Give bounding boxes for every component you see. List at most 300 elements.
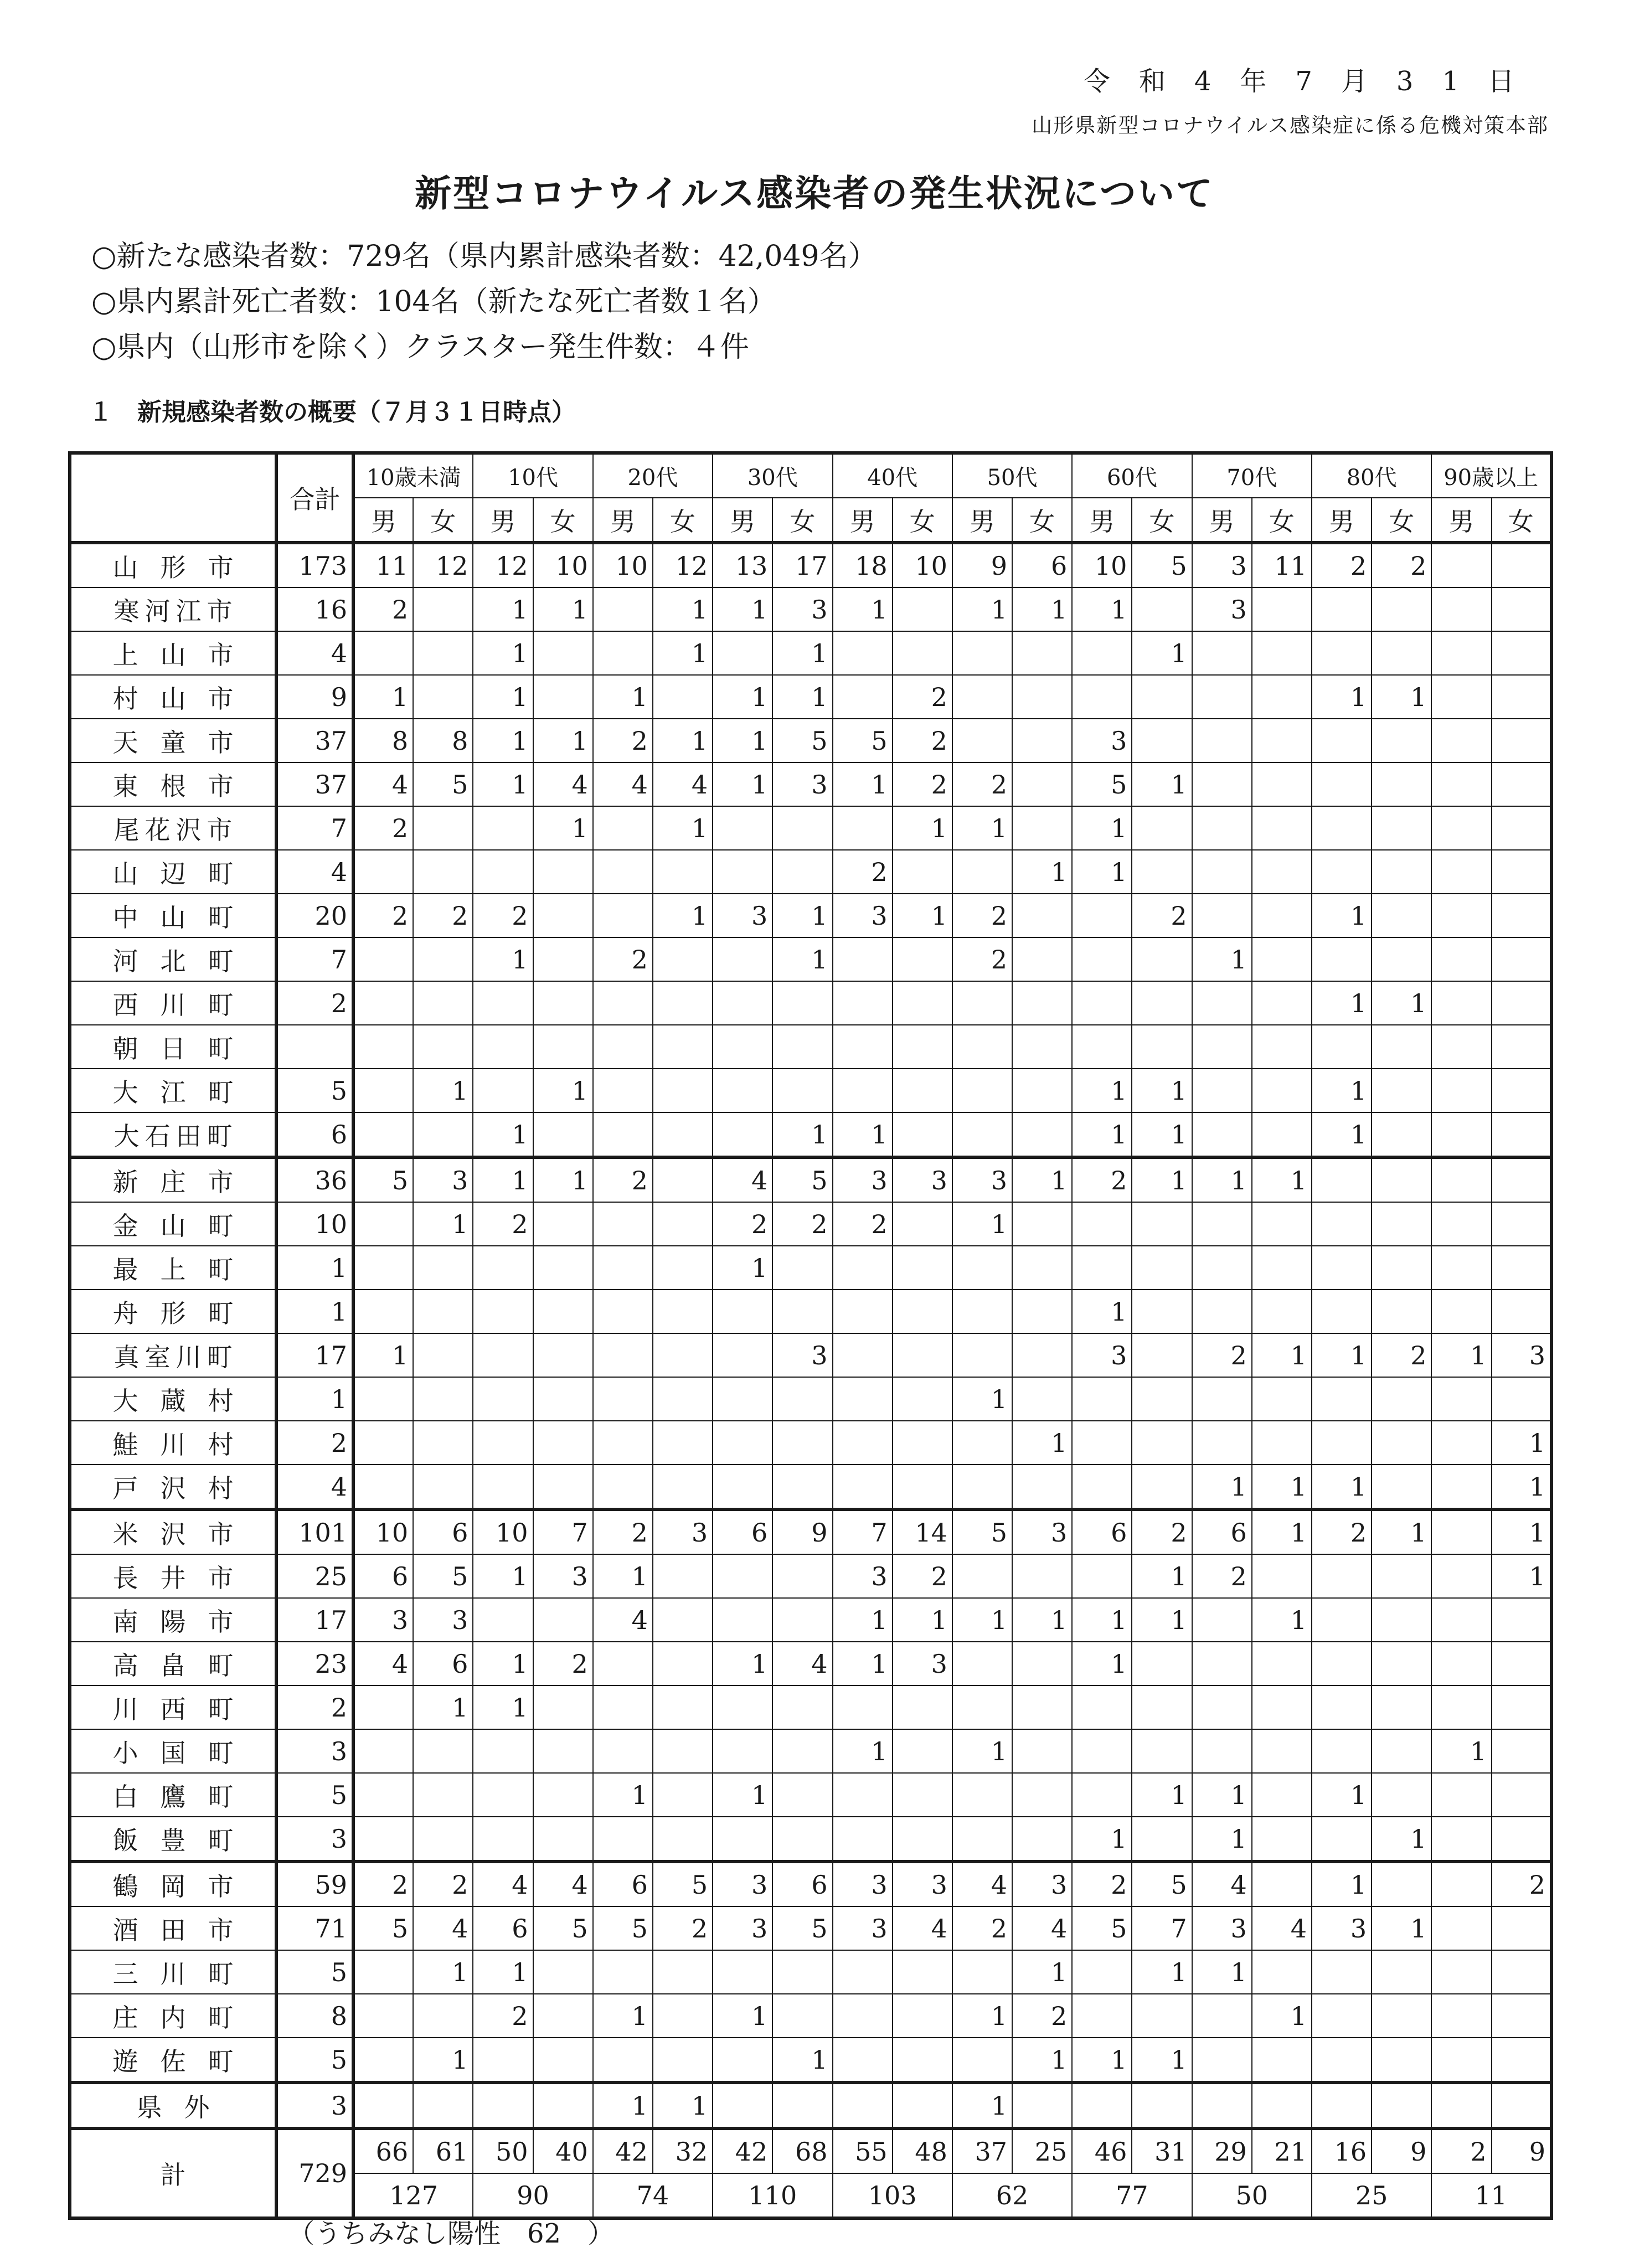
case-count-cell (653, 1554, 713, 1598)
case-count-cell (1192, 1112, 1252, 1157)
case-count-cell (1431, 1377, 1491, 1421)
case-count-cell (533, 1773, 593, 1817)
case-count-cell: 5 (772, 1906, 832, 1950)
case-count-cell (1431, 1685, 1491, 1729)
case-count-cell: 1 (1492, 1554, 1551, 1598)
case-count-cell (1312, 1817, 1372, 1862)
case-count-cell (1431, 937, 1491, 981)
case-count-cell (1252, 1685, 1312, 1729)
case-count-cell (833, 2083, 893, 2128)
row-total: 173 (276, 543, 353, 587)
case-count-cell (1012, 762, 1072, 806)
case-count-cell (713, 981, 772, 1025)
case-count-cell (1192, 1421, 1252, 1465)
case-count-cell (1192, 1377, 1252, 1421)
case-count-cell: 1 (1431, 1333, 1491, 1377)
case-count-cell (1252, 1246, 1312, 1290)
case-count-cell (473, 1729, 533, 1773)
case-count-cell: 3 (1192, 587, 1252, 631)
case-count-cell (413, 1773, 473, 1817)
case-count-cell (1492, 1906, 1551, 1950)
case-count-cell: 3 (893, 1862, 952, 1906)
age-group-header: 90歳以上 (1431, 453, 1551, 498)
total-by-sex-cell: 9 (1372, 2128, 1431, 2173)
case-count-cell (1132, 981, 1192, 1025)
case-count-cell: 1 (772, 1112, 832, 1157)
case-count-cell (1252, 1729, 1312, 1773)
grand-total: 729 (276, 2128, 353, 2218)
case-count-cell (533, 1817, 593, 1862)
age-group-header: 60代 (1072, 453, 1192, 498)
case-count-cell: 3 (1012, 1509, 1072, 1554)
case-count-cell: 6 (772, 1862, 832, 1906)
case-count-cell: 1 (772, 631, 832, 675)
case-count-cell: 3 (833, 1554, 893, 1598)
case-count-cell: 1 (413, 1950, 473, 1994)
case-count-cell: 1 (1252, 1509, 1312, 1554)
case-count-cell (1072, 981, 1132, 1025)
male-header: 男 (1431, 498, 1491, 543)
case-count-cell (833, 631, 893, 675)
case-count-cell (1372, 1112, 1431, 1157)
case-count-cell (353, 2038, 413, 2083)
case-count-cell (1252, 1642, 1312, 1685)
case-count-cell (1431, 587, 1491, 631)
case-count-cell: 1 (713, 587, 772, 631)
case-count-cell (893, 1377, 952, 1421)
case-count-cell (713, 1377, 772, 1421)
case-count-cell (653, 1729, 713, 1773)
case-count-cell (1312, 1421, 1372, 1465)
case-count-cell (653, 850, 713, 894)
case-count-cell (473, 1465, 533, 1509)
case-count-cell: 7 (833, 1509, 893, 1554)
case-count-cell (952, 1685, 1012, 1729)
case-count-cell (1312, 631, 1372, 675)
male-header: 男 (713, 498, 772, 543)
case-count-cell: 6 (353, 1554, 413, 1598)
municipality-name: 戸沢村 (70, 1465, 276, 1509)
case-count-cell (653, 1333, 713, 1377)
case-count-cell: 1 (952, 587, 1012, 631)
case-count-cell (473, 981, 533, 1025)
case-count-cell (1431, 1025, 1491, 1069)
case-count-cell: 1 (1132, 631, 1192, 675)
case-count-cell (1372, 1685, 1431, 1729)
municipality-name: 白鷹町 (70, 1773, 276, 1817)
case-count-cell: 1 (1312, 1773, 1372, 1817)
case-count-cell (772, 850, 832, 894)
case-count-cell: 5 (1072, 762, 1132, 806)
case-count-cell (653, 981, 713, 1025)
case-count-cell (1312, 1950, 1372, 1994)
case-count-cell (353, 937, 413, 981)
case-count-cell: 2 (772, 1202, 832, 1246)
case-count-cell: 1 (1012, 2038, 1072, 2083)
table-row (70, 1773, 1551, 1817)
case-count-cell: 1 (593, 1554, 653, 1598)
case-count-cell (952, 719, 1012, 762)
municipality-name: 舟形町 (70, 1290, 276, 1333)
case-count-cell (653, 1465, 713, 1509)
case-count-cell: 14 (893, 1509, 952, 1554)
total-by-age-cell: 90 (473, 2173, 592, 2218)
case-count-cell: 1 (1312, 1862, 1372, 1906)
case-count-cell (413, 850, 473, 894)
case-count-cell (1492, 1817, 1551, 1862)
case-count-cell (413, 1465, 473, 1509)
case-count-cell (1312, 1598, 1372, 1642)
case-count-cell (533, 1421, 593, 1465)
case-count-cell: 1 (1072, 1817, 1132, 1862)
row-total: 4 (276, 1465, 353, 1509)
case-count-cell (1492, 2083, 1551, 2128)
case-count-cell (1492, 762, 1551, 806)
case-count-cell (1132, 850, 1192, 894)
case-count-cell: 4 (593, 1598, 653, 1642)
case-count-cell (1192, 1202, 1252, 1246)
row-total: 5 (276, 1773, 353, 1817)
row-total: 5 (276, 1950, 353, 1994)
case-count-cell (1192, 850, 1252, 894)
case-count-cell (1012, 1069, 1072, 1112)
case-count-cell (1372, 1554, 1431, 1598)
case-count-cell: 1 (1012, 1157, 1072, 1202)
case-count-cell (533, 1465, 593, 1509)
case-count-cell (1312, 1377, 1372, 1421)
case-count-cell: 1 (353, 675, 413, 719)
case-count-cell (1312, 762, 1372, 806)
case-count-cell (653, 1025, 713, 1069)
case-count-cell: 1 (952, 1598, 1012, 1642)
case-count-cell (713, 850, 772, 894)
case-count-cell (1312, 937, 1372, 981)
case-count-cell (1072, 894, 1132, 937)
case-count-cell (593, 894, 653, 937)
case-count-cell (1372, 1642, 1431, 1685)
row-total: 16 (276, 587, 353, 631)
case-count-cell: 3 (952, 1157, 1012, 1202)
table-row (70, 631, 1551, 675)
total-by-sex-cell: 55 (833, 2128, 893, 2173)
case-count-cell: 1 (1192, 1773, 1252, 1817)
case-count-cell (1492, 1157, 1551, 1202)
case-count-cell (533, 937, 593, 981)
row-total: 3 (276, 1817, 353, 1862)
case-count-cell (593, 1950, 653, 1994)
case-count-cell (353, 1773, 413, 1817)
case-count-cell (593, 1729, 653, 1773)
case-count-cell: 10 (593, 543, 653, 587)
municipality-name: 村山市 (70, 675, 276, 719)
case-count-cell (1312, 1246, 1372, 1290)
table-row (70, 1333, 1551, 1377)
case-count-cell (653, 2038, 713, 2083)
case-count-cell (1132, 1729, 1192, 1773)
row-total: 2 (276, 1421, 353, 1465)
male-header: 男 (833, 498, 893, 543)
case-count-cell: 1 (533, 806, 593, 850)
total-by-age-cell: 50 (1192, 2173, 1312, 2218)
case-count-cell: 1 (473, 1112, 533, 1157)
case-count-cell (473, 1421, 533, 1465)
case-count-cell (1372, 1025, 1431, 1069)
case-count-cell (833, 806, 893, 850)
municipality-name: 庄内町 (70, 1994, 276, 2038)
case-count-cell (413, 981, 473, 1025)
case-count-cell (952, 981, 1012, 1025)
case-count-cell (1072, 937, 1132, 981)
case-count-cell (593, 2038, 653, 2083)
case-count-cell (593, 1112, 653, 1157)
row-total: 4 (276, 850, 353, 894)
case-count-cell: 1 (1132, 1950, 1192, 1994)
table-row (70, 894, 1551, 937)
case-count-cell (1431, 981, 1491, 1025)
case-count-cell (833, 2038, 893, 2083)
case-count-cell (473, 1069, 533, 1112)
case-count-cell: 12 (473, 543, 533, 587)
case-count-cell (1372, 894, 1431, 937)
case-count-cell (533, 1246, 593, 1290)
case-count-cell: 2 (353, 1862, 413, 1906)
case-count-cell (772, 1465, 832, 1509)
case-count-cell (1492, 1290, 1551, 1333)
case-count-cell (833, 1465, 893, 1509)
female-header: 女 (533, 498, 593, 543)
case-count-cell: 1 (473, 762, 533, 806)
case-count-cell (772, 1950, 832, 1994)
case-count-cell: 1 (1012, 1421, 1072, 1465)
case-count-cell (772, 1246, 832, 1290)
case-count-cell: 9 (772, 1509, 832, 1554)
table-row (70, 1906, 1551, 1950)
case-count-cell (713, 1112, 772, 1157)
case-count-cell (1012, 1333, 1072, 1377)
case-count-cell (1492, 1950, 1551, 1994)
municipality-name: 朝日町 (70, 1025, 276, 1069)
case-count-cell (952, 675, 1012, 719)
case-count-cell (772, 1377, 832, 1421)
case-count-cell (713, 2038, 772, 2083)
case-count-cell: 3 (1492, 1333, 1551, 1377)
case-count-cell: 2 (413, 894, 473, 937)
case-count-cell: 1 (653, 719, 713, 762)
case-count-cell (533, 1729, 593, 1773)
case-count-cell: 1 (1192, 1950, 1252, 1994)
case-count-cell: 1 (1252, 1157, 1312, 1202)
case-count-cell (533, 1025, 593, 1069)
case-count-cell (893, 1246, 952, 1290)
case-count-cell (1012, 1377, 1072, 1421)
case-count-cell: 1 (952, 2083, 1012, 2128)
case-count-cell: 6 (473, 1906, 533, 1950)
case-count-cell: 1 (952, 1729, 1012, 1773)
total-by-sex-cell: 48 (893, 2128, 952, 2173)
case-count-cell: 1 (1431, 1729, 1491, 1773)
case-count-cell (1492, 850, 1551, 894)
case-count-cell: 10 (353, 1509, 413, 1554)
case-count-cell: 6 (413, 1642, 473, 1685)
table-row (70, 2083, 1551, 2128)
case-count-cell (1192, 1729, 1252, 1773)
case-count-cell (1431, 1290, 1491, 1333)
case-count-cell (833, 1421, 893, 1465)
case-count-cell: 2 (533, 1642, 593, 1685)
case-count-cell: 10 (1072, 543, 1132, 587)
case-count-cell: 1 (1312, 1112, 1372, 1157)
case-count-cell (1132, 1817, 1192, 1862)
case-count-cell (1252, 762, 1312, 806)
case-count-cell (1012, 1554, 1072, 1598)
case-count-cell: 1 (473, 587, 533, 631)
case-count-cell (952, 1069, 1012, 1112)
total-by-sex-cell: 32 (653, 2128, 713, 2173)
case-count-cell (1312, 1025, 1372, 1069)
total-by-age-cell: 25 (1312, 2173, 1431, 2218)
total-by-sex-cell: 42 (713, 2128, 772, 2173)
case-count-cell (772, 1421, 832, 1465)
case-count-cell: 3 (713, 894, 772, 937)
case-count-cell (772, 1729, 832, 1773)
case-count-cell: 1 (1072, 587, 1132, 631)
case-count-cell (653, 1377, 713, 1421)
case-count-cell (1492, 937, 1551, 981)
case-count-cell: 11 (1252, 543, 1312, 587)
case-count-cell: 1 (653, 894, 713, 937)
municipality-name: 遊佐町 (70, 2038, 276, 2083)
case-count-cell (1192, 1290, 1252, 1333)
age-group-header: 30代 (713, 453, 832, 498)
case-count-cell: 2 (593, 937, 653, 981)
case-count-cell: 1 (833, 762, 893, 806)
case-count-cell: 2 (353, 894, 413, 937)
case-count-cell: 1 (653, 631, 713, 675)
row-total: 37 (276, 762, 353, 806)
case-count-cell (1431, 1642, 1491, 1685)
case-count-cell (952, 1642, 1012, 1685)
case-count-cell (1132, 937, 1192, 981)
case-count-cell: 4 (653, 762, 713, 806)
total-header: 合計 (276, 453, 353, 543)
case-count-cell (533, 2038, 593, 2083)
case-count-cell (1252, 937, 1312, 981)
case-count-cell (1431, 1598, 1491, 1642)
case-count-cell (473, 1377, 533, 1421)
total-by-age-cell: 103 (833, 2173, 952, 2218)
case-count-cell (353, 981, 413, 1025)
municipality-name: 寒河江市 (70, 587, 276, 631)
municipality-name: 大江町 (70, 1069, 276, 1112)
case-count-cell (473, 1773, 533, 1817)
case-count-cell: 1 (1252, 1333, 1312, 1377)
table-row (70, 1290, 1551, 1333)
case-count-cell (653, 1994, 713, 2038)
case-count-cell (893, 1465, 952, 1509)
case-count-cell (413, 806, 473, 850)
case-count-cell (772, 806, 832, 850)
case-count-cell (893, 1685, 952, 1729)
case-count-cell (1012, 1246, 1072, 1290)
case-count-cell (713, 1069, 772, 1112)
case-count-cell (413, 1246, 473, 1290)
case-count-cell (1372, 1950, 1431, 1994)
case-count-cell (713, 1421, 772, 1465)
case-count-cell (893, 1994, 952, 2038)
case-count-cell: 3 (772, 762, 832, 806)
case-count-cell: 1 (1012, 1598, 1072, 1642)
case-count-cell: 1 (593, 675, 653, 719)
row-total: 3 (276, 2083, 353, 2128)
case-count-cell (1252, 587, 1312, 631)
municipality-name: 南陽市 (70, 1598, 276, 1642)
case-count-cell (1492, 543, 1551, 587)
total-by-sex-cell: 66 (353, 2128, 413, 2173)
case-count-cell: 1 (833, 1112, 893, 1157)
case-count-cell (1192, 2083, 1252, 2128)
case-count-cell (533, 850, 593, 894)
case-count-cell: 3 (1192, 1906, 1252, 1950)
case-count-cell: 12 (653, 543, 713, 587)
case-count-cell: 1 (1372, 1509, 1431, 1554)
case-count-cell (413, 1333, 473, 1377)
case-count-cell: 3 (1192, 543, 1252, 587)
case-count-cell (893, 1290, 952, 1333)
case-count-cell (952, 1773, 1012, 1817)
municipality-name: 中山町 (70, 894, 276, 937)
case-count-cell (1492, 1069, 1551, 1112)
case-count-cell (1372, 1202, 1431, 1246)
case-count-cell (952, 1290, 1012, 1333)
case-count-cell: 2 (593, 1509, 653, 1554)
case-count-cell (1192, 719, 1252, 762)
case-count-cell: 1 (413, 1202, 473, 1246)
case-count-cell (1252, 1202, 1312, 1246)
case-count-cell (353, 1377, 413, 1421)
female-header: 女 (1492, 498, 1551, 543)
case-count-cell: 1 (413, 1069, 473, 1112)
case-count-cell (1492, 806, 1551, 850)
case-count-cell (653, 1069, 713, 1112)
case-count-cell (533, 981, 593, 1025)
case-count-cell (1252, 631, 1312, 675)
case-count-cell (893, 631, 952, 675)
municipality-name: 真室川町 (70, 1333, 276, 1377)
case-count-cell (1431, 1465, 1491, 1509)
case-count-cell (893, 1202, 952, 1246)
case-count-cell: 1 (1372, 1817, 1431, 1862)
case-count-cell: 6 (713, 1509, 772, 1554)
case-count-cell (713, 2083, 772, 2128)
case-count-cell (1372, 587, 1431, 631)
summary-deaths: ○県内累計死亡者数：104名（新たな死亡者数１名） (91, 285, 776, 318)
case-count-cell (1431, 1554, 1491, 1598)
case-count-cell: 1 (533, 1157, 593, 1202)
case-count-cell (413, 1421, 473, 1465)
case-count-cell (593, 981, 653, 1025)
case-count-cell: 1 (1012, 587, 1072, 631)
case-count-cell: 1 (473, 1950, 533, 1994)
case-count-cell (1431, 1246, 1491, 1290)
case-count-cell (1192, 806, 1252, 850)
female-header: 女 (413, 498, 473, 543)
municipality-name: 三川町 (70, 1950, 276, 1994)
case-count-cell (772, 1025, 832, 1069)
case-count-cell (653, 675, 713, 719)
case-count-cell (713, 631, 772, 675)
case-count-cell (1012, 1465, 1072, 1509)
case-count-cell: 1 (473, 1642, 533, 1685)
